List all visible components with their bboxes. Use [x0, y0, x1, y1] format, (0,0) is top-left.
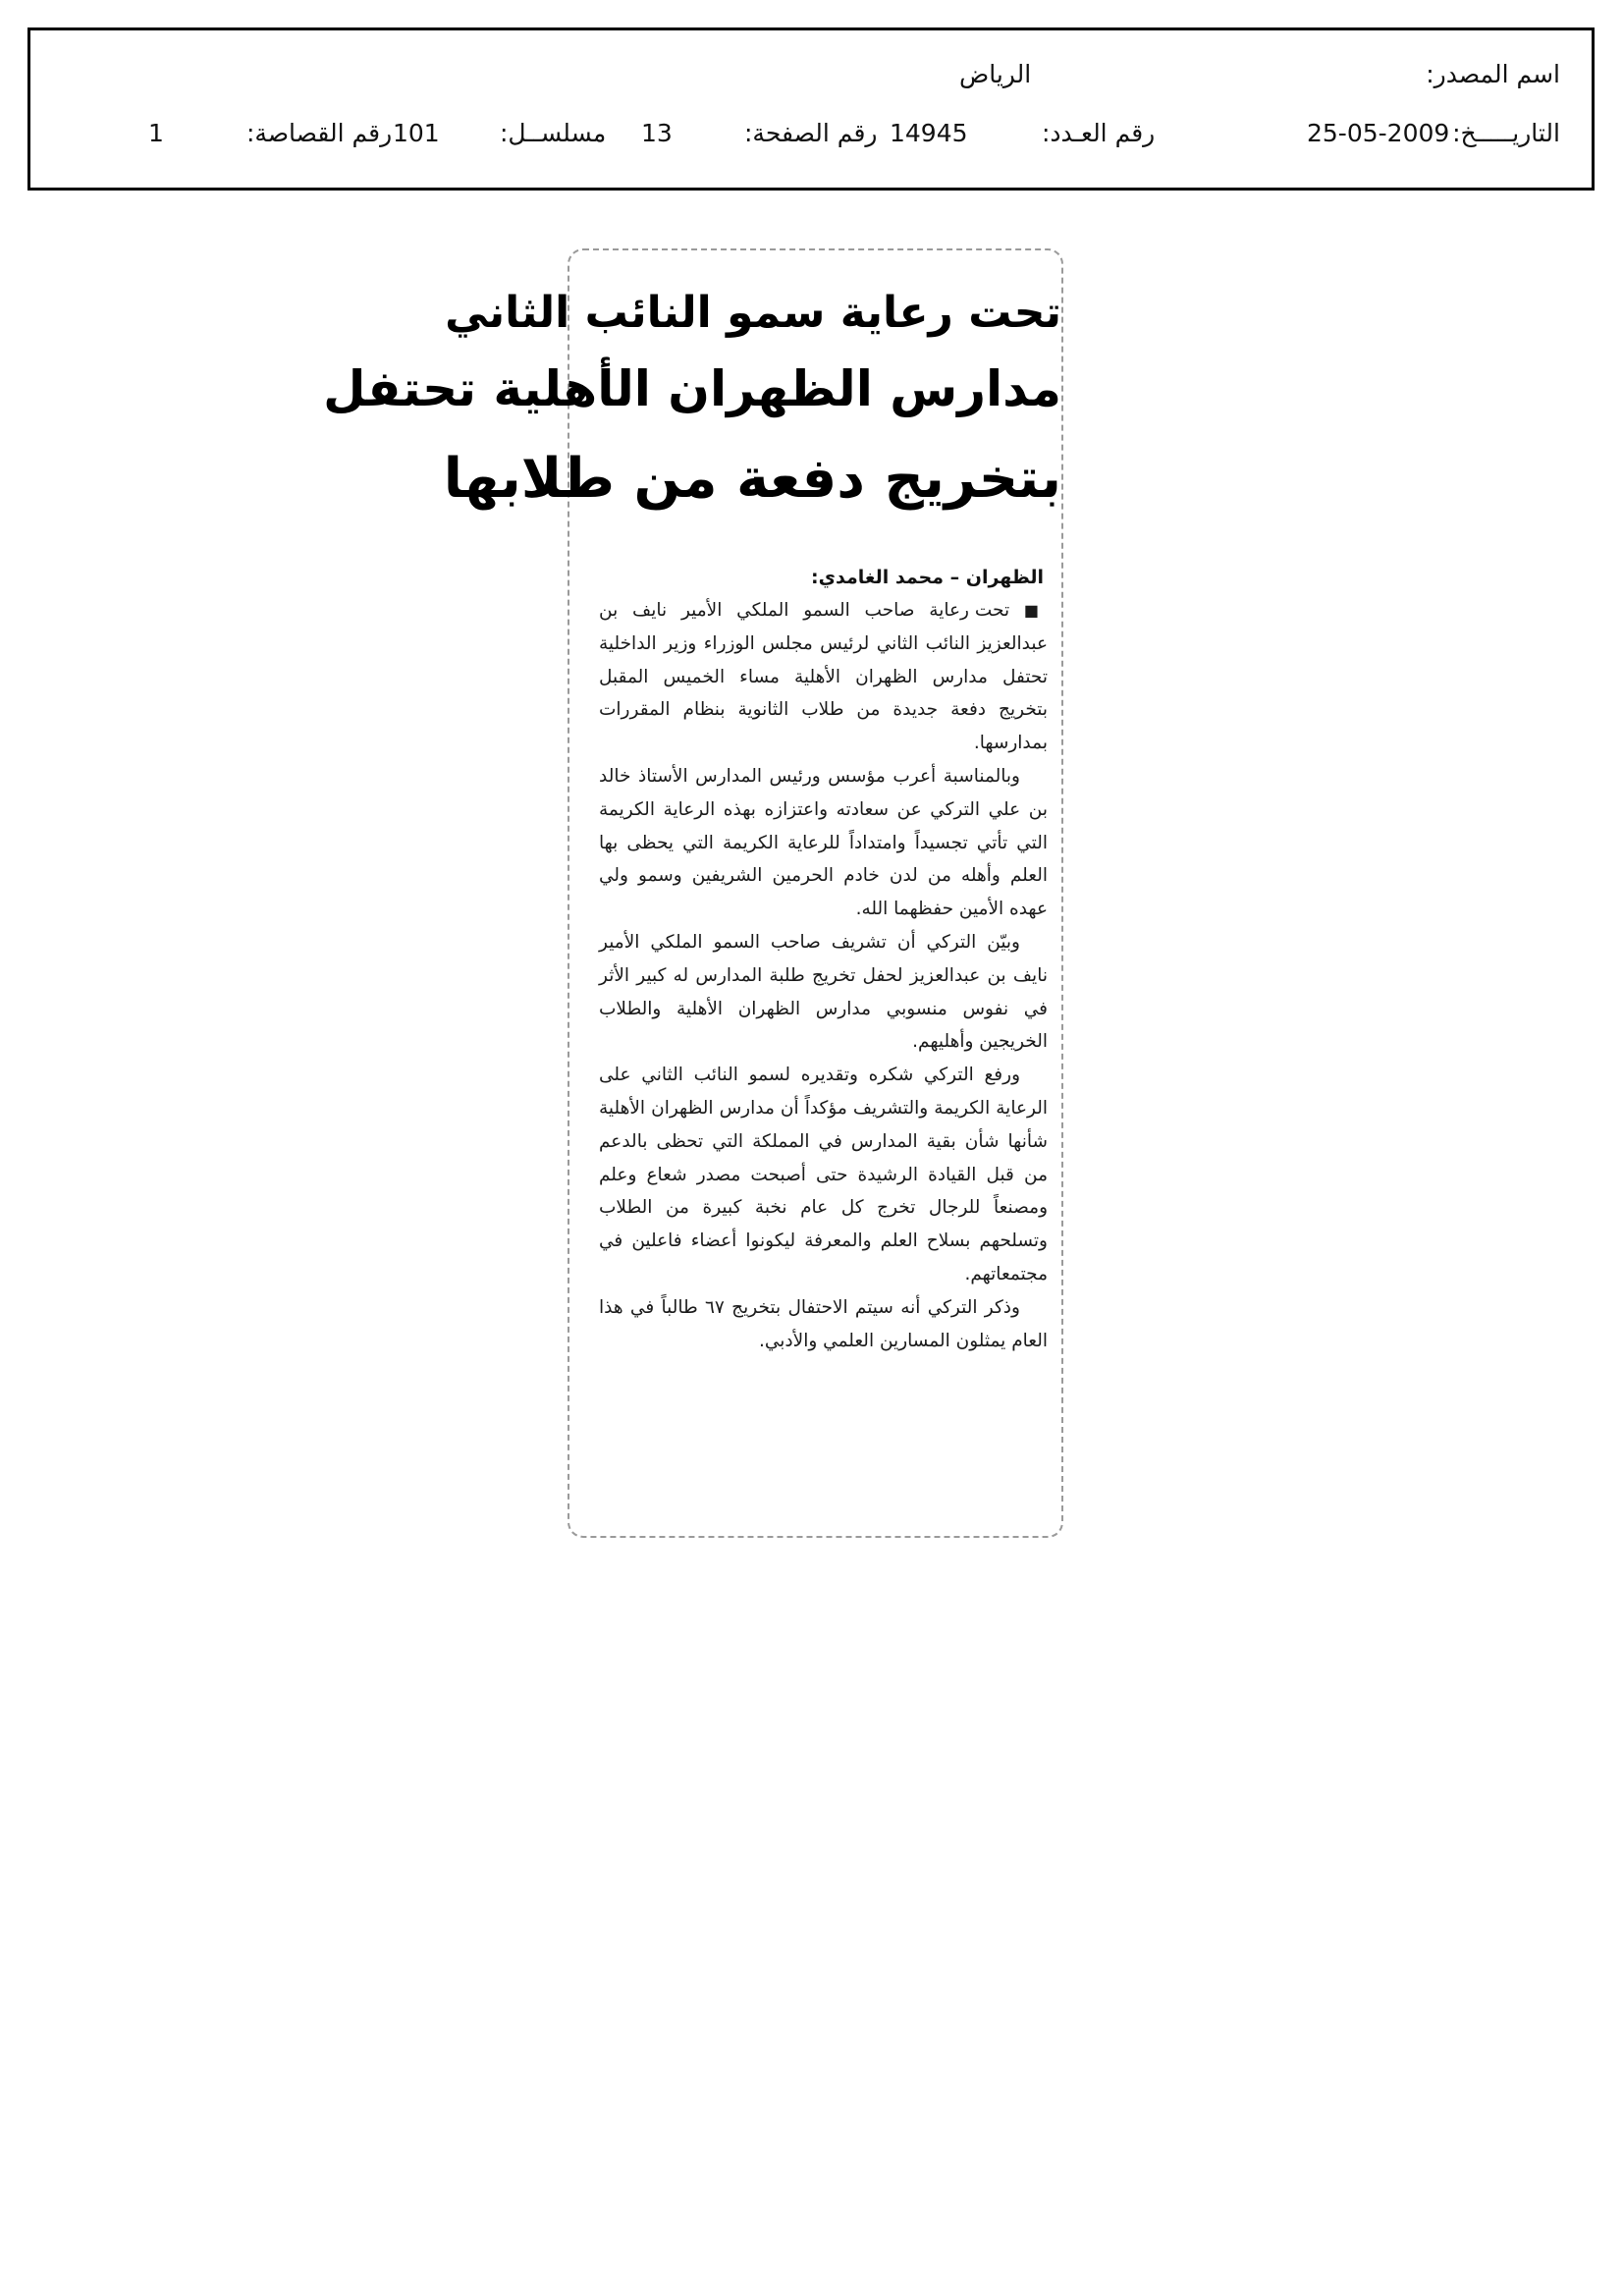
- headline-sub: بتخريج دفعة من طلابها: [443, 447, 1061, 511]
- source-label: اسم المصدر:: [1426, 60, 1560, 88]
- page-label: رقم الصفحة:: [744, 119, 878, 147]
- byline: الظهران – محمد الغامدي:: [810, 567, 1044, 588]
- clipping-header: [27, 27, 1595, 191]
- article-paragraph: ورفع التركي شكره وتقديره لسمو النائب الثاني على الرعاية الكريمة والتشريف مؤكداً أن مدارس الظهران الأهلية شأنها شأن بقية المدارس في المملكة التي تحظى بالدعم من قبل القيادة الرشيدة حتى أصبحت مصدر شعاع وعلم ومصنعاً للرجال تخرج كل عام نخبة كبيرة من الطلاب وتسلحهم بسلاح العلم والمعرفة ليكونوا أعضاء فاعلين في مجتمعاتهم.: [599, 1065, 1048, 1285]
- news-clipping: [323, 248, 1063, 1538]
- article-paragraph: ■ تحت رعاية صاحب السمو الملكي الأمير نايف بن عبدالعزيز النائب الثاني لرئيس مجلس الوزراء وزير الداخلية تحتفل مدارس الظهران الأهلية مساء الخميس المقبل بتخريج دفعة جديدة من طلاب الثانوية بنظام المقررات بمدارسها.: [599, 600, 1048, 754]
- article-paragraph: وبيّن التركي أن تشريف صاحب السمو الملكي الأمير نايف بن عبدالعزيز لحفل تخريج طلبة المدارس له كبير الأثر في نفوس منسوبي مدارس الظهران الأهلية والطلاب الخريجين وأهليهم.: [599, 931, 1048, 1053]
- headline-kicker: تحت رعاية سمو النائب الثاني: [445, 288, 1061, 338]
- issue-label: رقم العـدد:: [1042, 119, 1156, 147]
- serial-label: مسلســل:: [500, 119, 607, 147]
- source-value: الرياض: [959, 60, 1032, 88]
- article-paragraph: وذكر التركي أنه سيتم الاحتفال بتخريج ٦٧ طالباً في هذا العام يمثلون المسارين العلمي والأدبي.: [599, 1296, 1048, 1351]
- bullet-icon: ■: [1023, 601, 1048, 620]
- date-value: 25-05-2009: [1307, 119, 1450, 147]
- issue-value: 14945: [890, 119, 968, 147]
- date-label: التاريـــــخ:: [1452, 119, 1560, 147]
- clip-label: رقم القصاصة:: [246, 119, 393, 147]
- serial-value: 101: [393, 119, 440, 147]
- headline-main: مدارس الظهران الأهلية تحتفل: [323, 360, 1061, 417]
- article-paragraph: وبالمناسبة أعرب مؤسس ورئيس المدارس الأستاذ خالد بن علي التركي عن سعادته واعتزازه بهذه الرعاية الكريمة التي تأتي تجسيداً وامتداداً للرعاية الكريمة التي يحظى بها العلم وأهله من لدن خادم الحرمين الشريفين وسمو ولي عهده الأمين حفظهما الله.: [599, 765, 1048, 920]
- page-value: 13: [641, 119, 673, 147]
- clip-value: 1: [148, 119, 164, 147]
- article-body: [599, 594, 1048, 1357]
